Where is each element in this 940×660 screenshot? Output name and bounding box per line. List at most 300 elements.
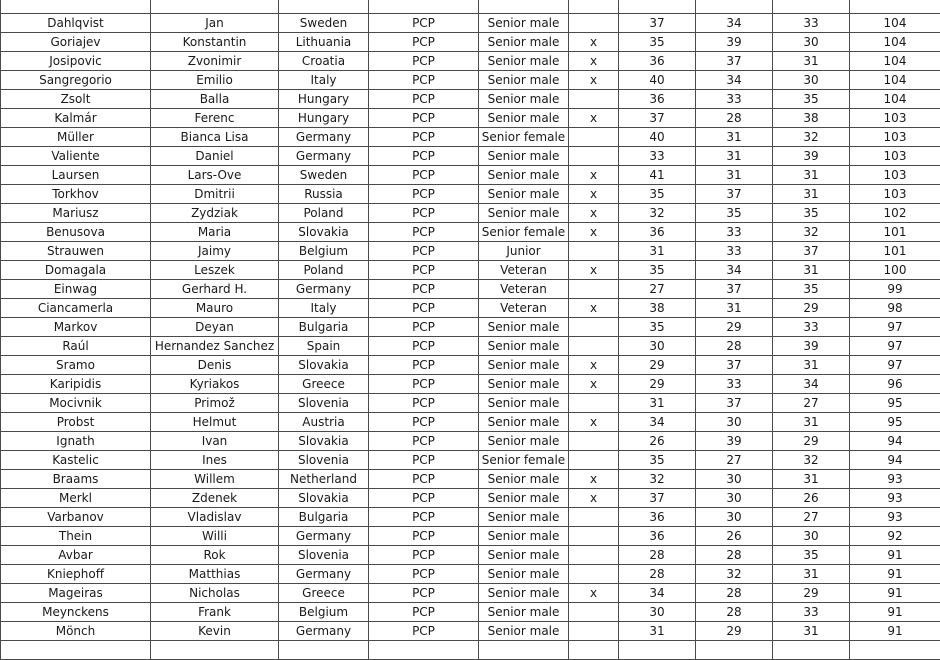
score-1-cell: 32: [619, 470, 696, 489]
total-cell: 97: [850, 318, 940, 337]
score-3-cell: 31: [773, 413, 850, 432]
table-row: [1, 242, 940, 261]
first-name-cell: Willem: [151, 470, 279, 489]
first-name-cell: Dmitrii: [151, 185, 279, 204]
first-name-cell: Gerhard H.: [151, 280, 279, 299]
score-2-cell: 37: [696, 280, 773, 299]
mark-cell: [569, 242, 619, 261]
surname-cell: Mariusz: [1, 204, 151, 223]
score-2-cell: 30: [696, 413, 773, 432]
score-2-cell: 34: [696, 261, 773, 280]
country-cell: Spain: [279, 337, 369, 356]
score-2-cell: 33: [696, 223, 773, 242]
total-cell: 97: [850, 337, 940, 356]
mark-cell: x: [569, 223, 619, 242]
category-cell: Junior: [479, 242, 569, 261]
score-1-cell: 28: [619, 546, 696, 565]
score-3-cell: 26: [773, 489, 850, 508]
surname-cell: Ignath: [1, 432, 151, 451]
table-row: [1, 261, 940, 280]
score-1-cell: 37: [619, 14, 696, 33]
surname-cell: Einwag: [1, 280, 151, 299]
score-1-cell: 34: [619, 584, 696, 603]
table-row: [1, 318, 940, 337]
total-cell: 103: [850, 128, 940, 147]
score-2-cell: 28: [696, 337, 773, 356]
division-cell: PCP: [369, 546, 479, 565]
score-2-cell: 35: [696, 204, 773, 223]
score-2-cell: 26: [696, 527, 773, 546]
table-row: [1, 375, 940, 394]
surname-cell: Ciancamerla: [1, 299, 151, 318]
score-2-cell: 33: [696, 242, 773, 261]
category-cell: Senior male: [479, 356, 569, 375]
score-3-cell: 35: [773, 280, 850, 299]
score-1-cell: 35: [619, 33, 696, 52]
mark-cell: [569, 508, 619, 527]
first-name-cell: Zdenek: [151, 489, 279, 508]
score-1-cell: 40: [619, 71, 696, 90]
score-1-cell: 30: [619, 337, 696, 356]
table-row: [1, 546, 940, 565]
country-cell: Slovenia: [279, 451, 369, 470]
surname-cell: Braams: [1, 470, 151, 489]
first-name-cell: Kevin: [151, 622, 279, 641]
results-table-body: [1, 0, 940, 660]
table-row: [1, 223, 940, 242]
total-cell: 103: [850, 166, 940, 185]
country-cell: Lithuania: [279, 33, 369, 52]
category-cell: Senior male: [479, 71, 569, 90]
category-cell: Senior male: [479, 90, 569, 109]
mark-cell: [569, 128, 619, 147]
category-cell: Senior male: [479, 147, 569, 166]
category-cell: Senior male: [479, 33, 569, 52]
score-3-cell: 39: [773, 337, 850, 356]
category-cell: Senior male: [479, 527, 569, 546]
total-cell: 104: [850, 33, 940, 52]
mark-cell: [569, 546, 619, 565]
country-cell: Belgium: [279, 242, 369, 261]
division-cell: PCP: [369, 527, 479, 546]
surname-cell: Kniephoff: [1, 565, 151, 584]
score-2-cell: [696, 641, 773, 660]
division-cell: [369, 641, 479, 660]
first-name-cell: Bianca Lisa: [151, 128, 279, 147]
division-cell: PCP: [369, 280, 479, 299]
mark-cell: [569, 603, 619, 622]
mark-cell: [569, 527, 619, 546]
category-cell: Senior male: [479, 470, 569, 489]
score-1-cell: 34: [619, 413, 696, 432]
table-row: [1, 14, 940, 33]
mark-cell: x: [569, 261, 619, 280]
total-cell: 104: [850, 14, 940, 33]
score-2-cell: 34: [696, 14, 773, 33]
mark-cell: x: [569, 185, 619, 204]
division-cell: PCP: [369, 451, 479, 470]
score-1-cell: 30: [619, 603, 696, 622]
score-1-cell: 40: [619, 128, 696, 147]
mark-cell: [569, 0, 619, 14]
division-cell: PCP: [369, 204, 479, 223]
category-cell: Senior male: [479, 394, 569, 413]
score-1-cell: 33: [619, 147, 696, 166]
score-1-cell: 26: [619, 432, 696, 451]
total-cell: 91: [850, 622, 940, 641]
category-cell: Senior male: [479, 432, 569, 451]
score-3-cell: 31: [773, 185, 850, 204]
mark-cell: [569, 565, 619, 584]
table-row: [1, 128, 940, 147]
score-1-cell: 32: [619, 204, 696, 223]
total-cell: 93: [850, 508, 940, 527]
score-3-cell: 30: [773, 33, 850, 52]
country-cell: Sweden: [279, 166, 369, 185]
score-3-cell: 29: [773, 432, 850, 451]
mark-cell: [569, 641, 619, 660]
table-row: [1, 337, 940, 356]
score-3-cell: 33: [773, 318, 850, 337]
mark-cell: [569, 280, 619, 299]
total-cell: 97: [850, 356, 940, 375]
first-name-cell: Matthias: [151, 565, 279, 584]
country-cell: Germany: [279, 527, 369, 546]
score-2-cell: [696, 0, 773, 14]
score-2-cell: 28: [696, 546, 773, 565]
division-cell: PCP: [369, 90, 479, 109]
mark-cell: [569, 337, 619, 356]
score-3-cell: 29: [773, 584, 850, 603]
country-cell: Belgium: [279, 603, 369, 622]
score-3-cell: 33: [773, 603, 850, 622]
first-name-cell: Balla: [151, 90, 279, 109]
category-cell: Senior male: [479, 508, 569, 527]
surname-cell: Mocivnik: [1, 394, 151, 413]
first-name-cell: Emilio: [151, 71, 279, 90]
table-row: [1, 33, 940, 52]
table-row: [1, 90, 940, 109]
score-1-cell: 36: [619, 52, 696, 71]
division-cell: PCP: [369, 394, 479, 413]
mark-cell: x: [569, 299, 619, 318]
total-cell: 92: [850, 527, 940, 546]
first-name-cell: Leszek: [151, 261, 279, 280]
score-1-cell: 31: [619, 394, 696, 413]
score-3-cell: 32: [773, 128, 850, 147]
table-row: [1, 356, 940, 375]
division-cell: PCP: [369, 565, 479, 584]
first-name-cell: Helmut: [151, 413, 279, 432]
score-2-cell: 31: [696, 166, 773, 185]
surname-cell: Varbanov: [1, 508, 151, 527]
division-cell: PCP: [369, 14, 479, 33]
country-cell: Hungary: [279, 90, 369, 109]
total-cell: 104: [850, 71, 940, 90]
score-1-cell: 41: [619, 166, 696, 185]
score-2-cell: 30: [696, 489, 773, 508]
table-row: [1, 641, 940, 660]
division-cell: PCP: [369, 356, 479, 375]
score-3-cell: 32: [773, 223, 850, 242]
division-cell: [369, 0, 479, 14]
mark-cell: x: [569, 71, 619, 90]
score-3-cell: 38: [773, 109, 850, 128]
table-row: [1, 394, 940, 413]
mark-cell: x: [569, 204, 619, 223]
country-cell: Greece: [279, 584, 369, 603]
score-2-cell: 28: [696, 584, 773, 603]
score-2-cell: 28: [696, 109, 773, 128]
mark-cell: [569, 622, 619, 641]
surname-cell: Goriajev: [1, 33, 151, 52]
mark-cell: x: [569, 33, 619, 52]
total-cell: 94: [850, 451, 940, 470]
division-cell: PCP: [369, 52, 479, 71]
total-cell: [850, 0, 940, 14]
surname-cell: Mönch: [1, 622, 151, 641]
division-cell: PCP: [369, 413, 479, 432]
category-cell: Senior male: [479, 166, 569, 185]
category-cell: Senior male: [479, 185, 569, 204]
table-row: [1, 584, 940, 603]
division-cell: PCP: [369, 375, 479, 394]
score-1-cell: 36: [619, 90, 696, 109]
total-cell: 104: [850, 90, 940, 109]
score-3-cell: 29: [773, 299, 850, 318]
score-2-cell: 32: [696, 565, 773, 584]
table-row: [1, 299, 940, 318]
total-cell: 91: [850, 584, 940, 603]
score-3-cell: 30: [773, 527, 850, 546]
surname-cell: Strauwen: [1, 242, 151, 261]
category-cell: Senior male: [479, 204, 569, 223]
division-cell: PCP: [369, 432, 479, 451]
surname-cell: Merkl: [1, 489, 151, 508]
first-name-cell: Jan: [151, 14, 279, 33]
mark-cell: [569, 14, 619, 33]
surname-cell: [1, 0, 151, 14]
category-cell: Senior male: [479, 622, 569, 641]
total-cell: 103: [850, 185, 940, 204]
division-cell: PCP: [369, 508, 479, 527]
country-cell: Poland: [279, 204, 369, 223]
surname-cell: Avbar: [1, 546, 151, 565]
first-name-cell: Willi: [151, 527, 279, 546]
country-cell: Bulgaria: [279, 318, 369, 337]
category-cell: Senior male: [479, 413, 569, 432]
total-cell: 104: [850, 52, 940, 71]
score-2-cell: 31: [696, 299, 773, 318]
country-cell: [279, 641, 369, 660]
country-cell: Slovenia: [279, 394, 369, 413]
country-cell: Poland: [279, 261, 369, 280]
surname-cell: Raúl: [1, 337, 151, 356]
category-cell: Senior male: [479, 375, 569, 394]
score-3-cell: 31: [773, 565, 850, 584]
surname-cell: Mageiras: [1, 584, 151, 603]
category-cell: Senior male: [479, 318, 569, 337]
table-row: [1, 622, 940, 641]
mark-cell: [569, 451, 619, 470]
country-cell: Netherland: [279, 470, 369, 489]
table-row: [1, 0, 940, 14]
table-row: [1, 71, 940, 90]
score-1-cell: 38: [619, 299, 696, 318]
first-name-cell: Daniel: [151, 147, 279, 166]
country-cell: Slovakia: [279, 223, 369, 242]
total-cell: 103: [850, 109, 940, 128]
category-cell: Senior female: [479, 451, 569, 470]
score-3-cell: [773, 0, 850, 14]
score-3-cell: 31: [773, 622, 850, 641]
first-name-cell: Mauro: [151, 299, 279, 318]
score-3-cell: 35: [773, 90, 850, 109]
score-3-cell: 31: [773, 356, 850, 375]
mark-cell: x: [569, 375, 619, 394]
table-row: [1, 413, 940, 432]
surname-cell: Müller: [1, 128, 151, 147]
score-2-cell: 30: [696, 508, 773, 527]
surname-cell: Thein: [1, 527, 151, 546]
score-3-cell: 32: [773, 451, 850, 470]
division-cell: PCP: [369, 622, 479, 641]
table-row: [1, 603, 940, 622]
surname-cell: Josipovic: [1, 52, 151, 71]
score-1-cell: 36: [619, 508, 696, 527]
score-1-cell: 29: [619, 356, 696, 375]
score-3-cell: 31: [773, 261, 850, 280]
division-cell: PCP: [369, 261, 479, 280]
country-cell: Slovakia: [279, 356, 369, 375]
first-name-cell: Ines: [151, 451, 279, 470]
category-cell: Senior male: [479, 337, 569, 356]
total-cell: 95: [850, 394, 940, 413]
division-cell: PCP: [369, 584, 479, 603]
division-cell: PCP: [369, 185, 479, 204]
country-cell: Germany: [279, 280, 369, 299]
division-cell: PCP: [369, 337, 479, 356]
total-cell: 100: [850, 261, 940, 280]
total-cell: 91: [850, 546, 940, 565]
score-1-cell: 28: [619, 565, 696, 584]
surname-cell: Kalmár: [1, 109, 151, 128]
total-cell: 93: [850, 470, 940, 489]
score-3-cell: 33: [773, 14, 850, 33]
mark-cell: x: [569, 584, 619, 603]
total-cell: 101: [850, 223, 940, 242]
score-3-cell: 34: [773, 375, 850, 394]
division-cell: PCP: [369, 147, 479, 166]
table-row: [1, 508, 940, 527]
score-3-cell: 39: [773, 147, 850, 166]
category-cell: Veteran: [479, 261, 569, 280]
total-cell: 91: [850, 603, 940, 622]
total-cell: 103: [850, 147, 940, 166]
category-cell: Senior male: [479, 546, 569, 565]
table-row: [1, 52, 940, 71]
surname-cell: Karipidis: [1, 375, 151, 394]
mark-cell: [569, 394, 619, 413]
table-row: [1, 185, 940, 204]
surname-cell: Laursen: [1, 166, 151, 185]
surname-cell: Benusova: [1, 223, 151, 242]
score-1-cell: 35: [619, 451, 696, 470]
category-cell: Senior female: [479, 223, 569, 242]
surname-cell: Valiente: [1, 147, 151, 166]
score-2-cell: 39: [696, 432, 773, 451]
table-row: [1, 565, 940, 584]
table-row: [1, 147, 940, 166]
surname-cell: Zsolt: [1, 90, 151, 109]
score-3-cell: 35: [773, 546, 850, 565]
country-cell: Slovakia: [279, 432, 369, 451]
first-name-cell: Nicholas: [151, 584, 279, 603]
division-cell: PCP: [369, 71, 479, 90]
table-row: [1, 432, 940, 451]
score-3-cell: 31: [773, 166, 850, 185]
table-row: [1, 166, 940, 185]
total-cell: 96: [850, 375, 940, 394]
first-name-cell: Kyriakos: [151, 375, 279, 394]
table-row: [1, 527, 940, 546]
first-name-cell: [151, 641, 279, 660]
division-cell: PCP: [369, 223, 479, 242]
score-1-cell: 37: [619, 489, 696, 508]
score-2-cell: 39: [696, 33, 773, 52]
country-cell: Croatia: [279, 52, 369, 71]
mark-cell: x: [569, 109, 619, 128]
category-cell: Veteran: [479, 299, 569, 318]
category-cell: Senior male: [479, 603, 569, 622]
score-1-cell: 27: [619, 280, 696, 299]
surname-cell: Domagala: [1, 261, 151, 280]
score-1-cell: 35: [619, 261, 696, 280]
country-cell: Greece: [279, 375, 369, 394]
first-name-cell: Maria: [151, 223, 279, 242]
total-cell: 93: [850, 489, 940, 508]
table-row: [1, 489, 940, 508]
first-name-cell: Primož: [151, 394, 279, 413]
country-cell: Germany: [279, 128, 369, 147]
category-cell: Senior male: [479, 489, 569, 508]
mark-cell: x: [569, 489, 619, 508]
score-3-cell: 31: [773, 470, 850, 489]
country-cell: Russia: [279, 185, 369, 204]
mark-cell: [569, 90, 619, 109]
category-cell: Senior male: [479, 109, 569, 128]
division-cell: PCP: [369, 166, 479, 185]
category-cell: Senior female: [479, 128, 569, 147]
surname-cell: Kastelic: [1, 451, 151, 470]
total-cell: 99: [850, 280, 940, 299]
country-cell: Italy: [279, 71, 369, 90]
surname-cell: Sramo: [1, 356, 151, 375]
category-cell: Senior male: [479, 565, 569, 584]
category-cell: Veteran: [479, 280, 569, 299]
score-1-cell: [619, 641, 696, 660]
first-name-cell: Rok: [151, 546, 279, 565]
total-cell: 95: [850, 413, 940, 432]
score-2-cell: 34: [696, 71, 773, 90]
first-name-cell: Ferenc: [151, 109, 279, 128]
score-1-cell: 36: [619, 527, 696, 546]
mark-cell: x: [569, 470, 619, 489]
division-cell: PCP: [369, 470, 479, 489]
score-3-cell: 31: [773, 52, 850, 71]
surname-cell: Probst: [1, 413, 151, 432]
surname-cell: Dahlqvist: [1, 14, 151, 33]
